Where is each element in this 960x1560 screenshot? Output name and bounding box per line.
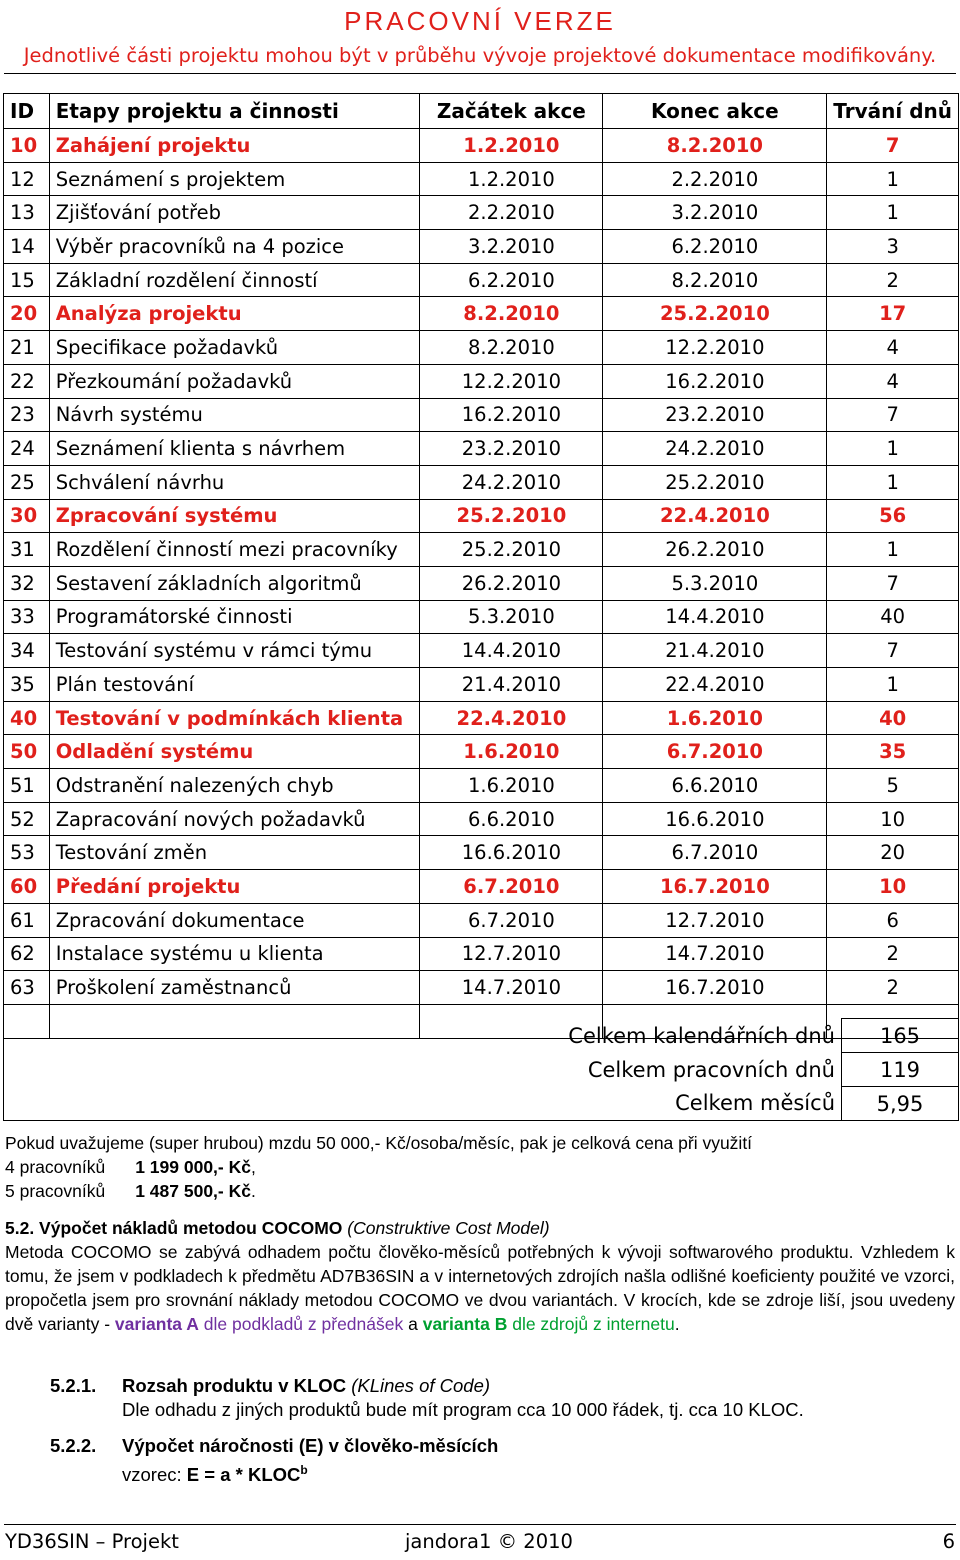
- section-paragraph: Metoda COCOMO se zabývá odhadem počtu člověko-měsíců potřebných k vývoji softwarového produktu. Vzhledem k tomu, že jsem v podkladech k předmětu AD7B36SIN a v internetových zdrojích našla odlišné koeficienty použité ve vzorci, propočetla jsem pro srovnání náklady metodou COCOMO ve dvou variantách. V krocích, kde se zdroje liší, jsou uvedeny dvě varianty - varianta A dle podkladů z přednášek a varianta B dle zdrojů z internetu.: [5, 1242, 955, 1334]
- schedule-table: [3, 93, 959, 1039]
- cell-duration: 56: [827, 499, 959, 533]
- cell-start: 14.7.2010: [420, 971, 603, 1005]
- cell-duration: 40: [827, 701, 959, 735]
- cell-id: 21: [4, 331, 50, 365]
- cell-activity: Programátorské činnosti: [49, 600, 420, 634]
- cell-id: 63: [4, 971, 50, 1005]
- cell-id: 35: [4, 668, 50, 702]
- cell-duration: 6: [827, 903, 959, 937]
- cell-start: 16.2.2010: [420, 398, 603, 432]
- table-row: [4, 432, 959, 466]
- table-row: [4, 364, 959, 398]
- cell-duration: 1: [827, 668, 959, 702]
- cell-id: 33: [4, 600, 50, 634]
- total-working-label: Celkem pracovních dnů: [40, 1053, 842, 1087]
- cell-end: 6.6.2010: [603, 769, 827, 803]
- total-working-value: 119: [842, 1053, 959, 1087]
- cell-end: 23.2.2010: [603, 398, 827, 432]
- table-row: [4, 937, 959, 971]
- phase-row: [4, 735, 959, 769]
- cell-start: 6.2.2010: [420, 263, 603, 297]
- cell-end: 25.2.2010: [603, 297, 827, 331]
- cell-id: 62: [4, 937, 50, 971]
- table-row: [4, 162, 959, 196]
- cell-start: 3.2.2010: [420, 230, 603, 264]
- col-end-header: Konec akce: [603, 94, 827, 129]
- cell-activity: Proškolení zaměstnanců: [49, 971, 420, 1005]
- cell-start: 6.7.2010: [420, 903, 603, 937]
- cell-duration: 7: [827, 398, 959, 432]
- cell-activity: Sestavení základních algoritmů: [49, 566, 420, 600]
- table-row: [4, 600, 959, 634]
- cell-id: 14: [4, 230, 50, 264]
- cell-activity: Instalace systému u klienta: [49, 937, 420, 971]
- col-id-header: ID: [4, 94, 50, 129]
- cell-end: 24.2.2010: [603, 432, 827, 466]
- table-row: [4, 903, 959, 937]
- cell-id: 10: [4, 129, 50, 163]
- page-number: 6: [942, 1530, 955, 1553]
- cell-activity: Návrh systému: [49, 398, 420, 432]
- cell-start: 5.3.2010: [420, 600, 603, 634]
- cell-activity: Schválení návrhu: [49, 465, 420, 499]
- cell-duration: 5: [827, 769, 959, 803]
- cell-start: 6.6.2010: [420, 802, 603, 836]
- cell-duration: 2: [827, 971, 959, 1005]
- cell-id: 50: [4, 735, 50, 769]
- totals-table: [3, 1018, 959, 1121]
- header-divider: [4, 73, 956, 74]
- phase-row: [4, 297, 959, 331]
- table-row: [4, 769, 959, 803]
- cell-activity: Testování systému v rámci týmu: [49, 634, 420, 668]
- cell-id: 34: [4, 634, 50, 668]
- cell-activity: Seznámení klienta s návrhem: [49, 432, 420, 466]
- cell-start: 25.2.2010: [420, 533, 603, 567]
- cell-start: 12.2.2010: [420, 364, 603, 398]
- total-calendar-value: 165: [842, 1019, 959, 1053]
- cost-intro: Pokud uvažujeme (super hrubou) mzdu 50 000,- Kč/osoba/měsíc, pak je celková cena při využití: [5, 1133, 753, 1153]
- cell-start: 25.2.2010: [420, 499, 603, 533]
- cell-duration: 2: [827, 937, 959, 971]
- cell-activity: Specifikace požadavků: [49, 331, 420, 365]
- cell-duration: 4: [827, 364, 959, 398]
- cell-end: 21.4.2010: [603, 634, 827, 668]
- cell-start: 8.2.2010: [420, 331, 603, 365]
- subsection-1: 5.2.1. Rozsah produktu v KLOC (KLines of Code) Dle odhadu z jiných produktů bude mít program cca 10 000 řádek, tj. cca 10 KLOC.: [50, 1375, 804, 1420]
- phase-row: [4, 701, 959, 735]
- total-calendar-label: Celkem kalendářních dnů: [40, 1019, 842, 1053]
- cell-duration: 35: [827, 735, 959, 769]
- cell-duration: 20: [827, 836, 959, 870]
- cell-start: 14.4.2010: [420, 634, 603, 668]
- cell-end: 16.7.2010: [603, 870, 827, 904]
- cell-activity: Analýza projektu: [49, 297, 420, 331]
- cell-end: 22.4.2010: [603, 499, 827, 533]
- cell-duration: 2: [827, 263, 959, 297]
- cell-duration: 1: [827, 432, 959, 466]
- table-row: [4, 465, 959, 499]
- cell-id: 52: [4, 802, 50, 836]
- cell-start: 22.4.2010: [420, 701, 603, 735]
- footer-divider: [4, 1524, 956, 1525]
- totals-row: [4, 1087, 959, 1121]
- cell-start: 1.6.2010: [420, 769, 603, 803]
- cell-id: 31: [4, 533, 50, 567]
- cell-activity: Výběr pracovníků na 4 pozice: [49, 230, 420, 264]
- cell-duration: 10: [827, 802, 959, 836]
- cell-activity: Zapracování nových požadavků: [49, 802, 420, 836]
- cell-id: 20: [4, 297, 50, 331]
- cell-duration: 1: [827, 465, 959, 499]
- cell-id: 40: [4, 701, 50, 735]
- cell-end: 16.6.2010: [603, 802, 827, 836]
- cell-end: 6.7.2010: [603, 836, 827, 870]
- cell-id: 12: [4, 162, 50, 196]
- cell-duration: 1: [827, 533, 959, 567]
- cell-start: 12.7.2010: [420, 937, 603, 971]
- section-heading: 5.2. Výpočet nákladů metodou COCOMO (Construktive Cost Model): [5, 1218, 550, 1238]
- totals-row: [4, 1019, 959, 1053]
- totals-row: [4, 1053, 959, 1087]
- table-row: [4, 196, 959, 230]
- cell-end: 2.2.2010: [603, 162, 827, 196]
- cell-end: 12.2.2010: [603, 331, 827, 365]
- cell-id: 61: [4, 903, 50, 937]
- cell-end: 5.3.2010: [603, 566, 827, 600]
- cell-activity: Základní rozdělení činností: [49, 263, 420, 297]
- cell-end: 16.2.2010: [603, 364, 827, 398]
- cell-end: 6.7.2010: [603, 735, 827, 769]
- cell-id: 30: [4, 499, 50, 533]
- table-row: [4, 533, 959, 567]
- cell-end: 1.6.2010: [603, 701, 827, 735]
- cell-end: 6.2.2010: [603, 230, 827, 264]
- schedule-body: [4, 129, 959, 1039]
- cell-duration: 40: [827, 600, 959, 634]
- cell-activity: Zpracování dokumentace: [49, 903, 420, 937]
- cell-end: 3.2.2010: [603, 196, 827, 230]
- cell-id: 60: [4, 870, 50, 904]
- cell-id: 51: [4, 769, 50, 803]
- footer-course: YD36SIN – Projekt: [5, 1530, 179, 1553]
- cell-id: 22: [4, 364, 50, 398]
- cell-id: 32: [4, 566, 50, 600]
- cell-duration: 17: [827, 297, 959, 331]
- cell-end: 8.2.2010: [603, 263, 827, 297]
- cell-activity: Zpracování systému: [49, 499, 420, 533]
- cell-activity: Zahájení projektu: [49, 129, 420, 163]
- phase-row: [4, 499, 959, 533]
- cell-end: 25.2.2010: [603, 465, 827, 499]
- draft-subtitle: Jednotlivé části projektu mohou být v průběhu vývoje projektové dokumentace modifikovány.: [23, 44, 937, 67]
- cell-id: 15: [4, 263, 50, 297]
- cell-activity: Seznámení s projektem: [49, 162, 420, 196]
- footer-author: jandora1 © 2010: [405, 1530, 573, 1553]
- phase-row: [4, 870, 959, 904]
- cell-duration: 1: [827, 196, 959, 230]
- col-duration-header: Trvání dnů: [827, 94, 959, 129]
- table-header-row: [4, 94, 959, 129]
- cell-id: 25: [4, 465, 50, 499]
- cell-activity: Přezkoumání požadavků: [49, 364, 420, 398]
- cell-activity: Odstranění nalezených chyb: [49, 769, 420, 803]
- col-name-header: Etapy projektu a činnosti: [49, 94, 420, 129]
- table-row: [4, 836, 959, 870]
- cell-duration: 7: [827, 566, 959, 600]
- phase-row: [4, 129, 959, 163]
- cell-end: 16.7.2010: [603, 971, 827, 1005]
- cell-activity: Rozdělení činností mezi pracovníky: [49, 533, 420, 567]
- cell-end: 26.2.2010: [603, 533, 827, 567]
- table-row: [4, 668, 959, 702]
- cell-start: 1.2.2010: [420, 162, 603, 196]
- cell-duration: 7: [827, 634, 959, 668]
- cell-duration: 3: [827, 230, 959, 264]
- cell-activity: Testování změn: [49, 836, 420, 870]
- cell-start: 16.6.2010: [420, 836, 603, 870]
- cell-activity: Plán testování: [49, 668, 420, 702]
- cell-end: 12.7.2010: [603, 903, 827, 937]
- cell-end: 8.2.2010: [603, 129, 827, 163]
- draft-title: PRACOVNÍ VERZE: [344, 6, 616, 36]
- col-start-header: Začátek akce: [420, 94, 603, 129]
- cell-start: 8.2.2010: [420, 297, 603, 331]
- cost-line-4: 4 pracovníků 1 199 000,- Kč,: [5, 1157, 256, 1177]
- cell-start: 23.2.2010: [420, 432, 603, 466]
- cell-start: 24.2.2010: [420, 465, 603, 499]
- cell-start: 2.2.2010: [420, 196, 603, 230]
- cell-duration: 10: [827, 870, 959, 904]
- cell-start: 1.6.2010: [420, 735, 603, 769]
- table-row: [4, 230, 959, 264]
- table-row: [4, 566, 959, 600]
- cell-start: 1.2.2010: [420, 129, 603, 163]
- table-row: [4, 634, 959, 668]
- total-months-label: Celkem měsíců: [40, 1087, 842, 1121]
- cell-start: 21.4.2010: [420, 668, 603, 702]
- cell-duration: 4: [827, 331, 959, 365]
- table-row: [4, 263, 959, 297]
- table-row: [4, 398, 959, 432]
- table-row: [4, 971, 959, 1005]
- cell-activity: Zjišťování potřeb: [49, 196, 420, 230]
- cell-duration: 1: [827, 162, 959, 196]
- cell-id: 24: [4, 432, 50, 466]
- cell-id: 23: [4, 398, 50, 432]
- cell-activity: Předání projektu: [49, 870, 420, 904]
- cell-start: 6.7.2010: [420, 870, 603, 904]
- cell-duration: 7: [827, 129, 959, 163]
- cell-end: 22.4.2010: [603, 668, 827, 702]
- cost-line-5: 5 pracovníků 1 487 500,- Kč.: [5, 1181, 256, 1201]
- table-row: [4, 802, 959, 836]
- total-months-value: 5,95: [842, 1087, 959, 1121]
- table-row: [4, 331, 959, 365]
- cell-id: 13: [4, 196, 50, 230]
- subsection-2: 5.2.2. Výpočet náročnosti (E) v člověko-měsících vzorec: E = a * KLOC$^b$: [50, 1435, 499, 1486]
- cell-activity: Testování v podmínkách klienta: [49, 701, 420, 735]
- cell-id: 53: [4, 836, 50, 870]
- cell-end: 14.4.2010: [603, 600, 827, 634]
- cell-activity: Odladění systému: [49, 735, 420, 769]
- cell-start: 26.2.2010: [420, 566, 603, 600]
- cell-end: 14.7.2010: [603, 937, 827, 971]
